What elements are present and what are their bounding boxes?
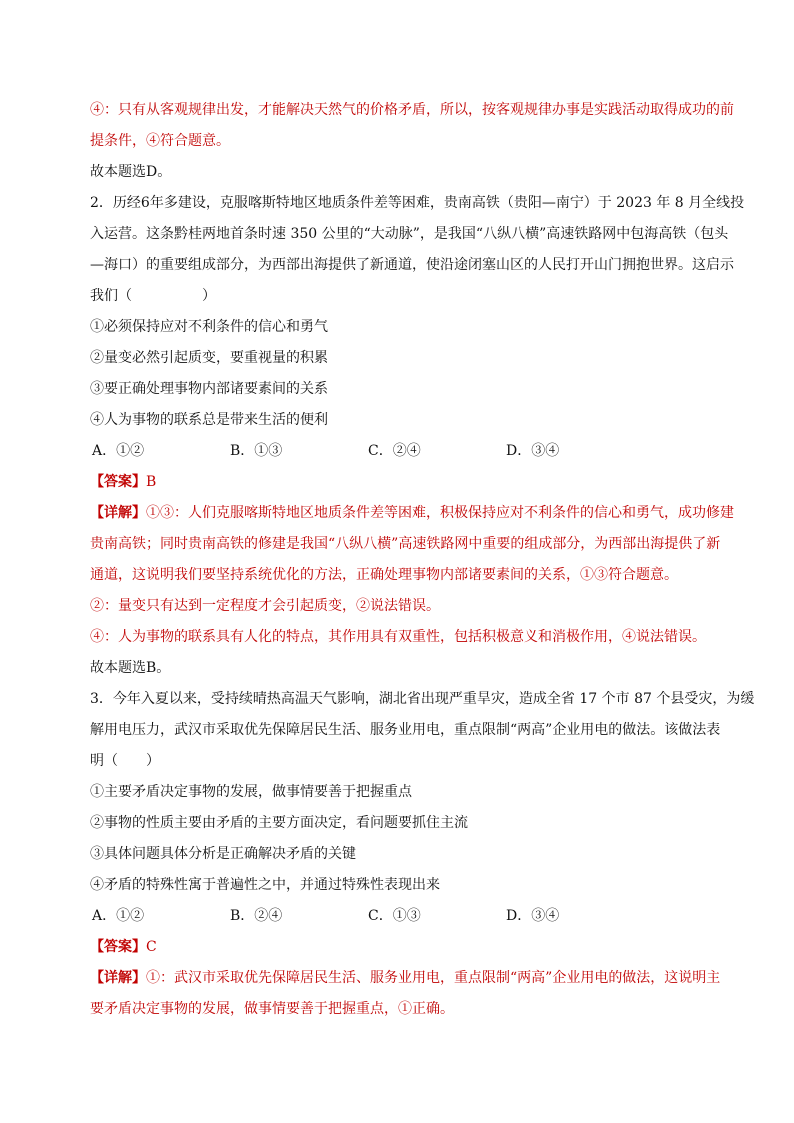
q2-item: ①必须保持应对不利条件的信心和勇气 (90, 319, 328, 335)
q3-options (90, 901, 716, 932)
q2-detail-line: 贵南高铁；同时贵南高铁的修建是我国“八纵八横”高速铁路网中重要的组成部分，为西部出海提供了新 (90, 536, 721, 552)
q2-options (90, 436, 716, 467)
q3-detail-line: 要矛盾决定事物的发展，做事情要善于把握重点，①正确。 (90, 1001, 454, 1017)
q1-analysis-line: ④：只有从客观规律出发，才能解决天然气的价格矛盾，所以，按客观规律办事是实践活动取得成功的前 (90, 102, 734, 118)
q3-item: ②事物的性质主要由矛盾的主要方面决定，看问题要抓住主流 (90, 815, 468, 831)
q3-detail-line: 【详解】①：武汉市采取优先保障居民生活、服务业用电，重点限制“两高”企业用电的做法，这说明主 (90, 970, 721, 986)
q2-option-d: D．③④ (506, 443, 560, 459)
q2-detail-line: 通道，这说明我们要坚持系统优化的方法，正确处理事物内部诸要素间的关系，①③符合题意。 (90, 567, 678, 583)
answer-tag: 【答案】 (90, 474, 146, 490)
q2-stem-line: 入运营。这条黔桂两地首条时速 350 公里的“大动脉”，是我国“八纵八横”高速铁路网中包海高铁（包头 (90, 226, 729, 242)
q3-option-b: B．②④ (230, 908, 283, 924)
q3-stem-line: 3．今年入夏以来，受持续晴热高温天气影响，湖北省出现严重旱灾，造成全省 17 个市 87 个县受灾，为缓 (90, 691, 755, 707)
q2-option-c: C．②④ (368, 443, 421, 459)
q3-item: ④矛盾的特殊性寓于普遍性之中，并通过特殊性表现出来 (90, 877, 440, 893)
question-3 (90, 684, 755, 1025)
detail-tag: 【详解】 (90, 970, 146, 986)
answer-tag: 【答案】 (90, 939, 146, 955)
q2-stem-line: 我们（ ） (90, 288, 216, 304)
q2-answer (90, 467, 716, 498)
q2-analysis-line: ④：人为事物的联系具有人化的特点，其作用具有双重性，包括积极意义和消极作用，④说法错误。 (90, 629, 706, 645)
q3-stem-line: 解用电压力，武汉市采取优先保障居民生活、服务业用电，重点限制“两高”企业用电的做法。该做法表 (90, 722, 721, 738)
q1-analysis-line: 提条件，④符合题意。 (90, 133, 230, 149)
q2-item: ②量变必然引起质变，要重视量的积累 (90, 350, 328, 366)
q2-answer-value: B (146, 474, 157, 490)
q2-detail-line: 【详解】①③：人们克服喀斯特地区地质条件差等困难，积极保持应对不利条件的信心和勇气，成功修建 (90, 505, 734, 521)
detail-tag: 【详解】 (90, 505, 146, 521)
q2-item: ③要正确处理事物内部诸要素间的关系 (90, 381, 328, 397)
q3-stem-line: 明（ ） (90, 753, 160, 769)
q3-answer (90, 932, 716, 963)
page-content (90, 95, 755, 1025)
q3-option-c: C．①③ (368, 908, 421, 924)
q3-answer-value: C (146, 939, 157, 955)
q2-conclusion: 故本题选B。 (90, 660, 171, 676)
q2-stem-line: —海口）的重要组成部分，为西部出海提供了新通道，使沿途闭塞山区的人民打开山门拥抱世界。这启示 (90, 257, 734, 273)
q1-conclusion: 故本题选D。 (90, 164, 172, 180)
q3-item: ③具体问题具体分析是正确解决矛盾的关键 (90, 846, 356, 862)
q3-item: ①主要矛盾决定事物的发展，做事情要善于把握重点 (90, 784, 412, 800)
q2-option-b: B．①③ (230, 443, 283, 459)
q2-item: ④人为事物的联系总是带来生活的便利 (90, 412, 328, 428)
q2-option-a: A．①② (92, 443, 145, 459)
q2-stem-line: 2．历经6年多建设，克服喀斯特地区地质条件差等困难，贵南高铁（贵阳—南宁）于 2023 年 8 月全线投 (90, 195, 745, 211)
q3-option-a: A．①② (92, 908, 145, 924)
question-2 (90, 188, 745, 684)
q3-option-d: D．③④ (506, 908, 560, 924)
q2-analysis-line: ②：量变只有达到一定程度才会引起质变，②说法错误。 (90, 598, 440, 614)
